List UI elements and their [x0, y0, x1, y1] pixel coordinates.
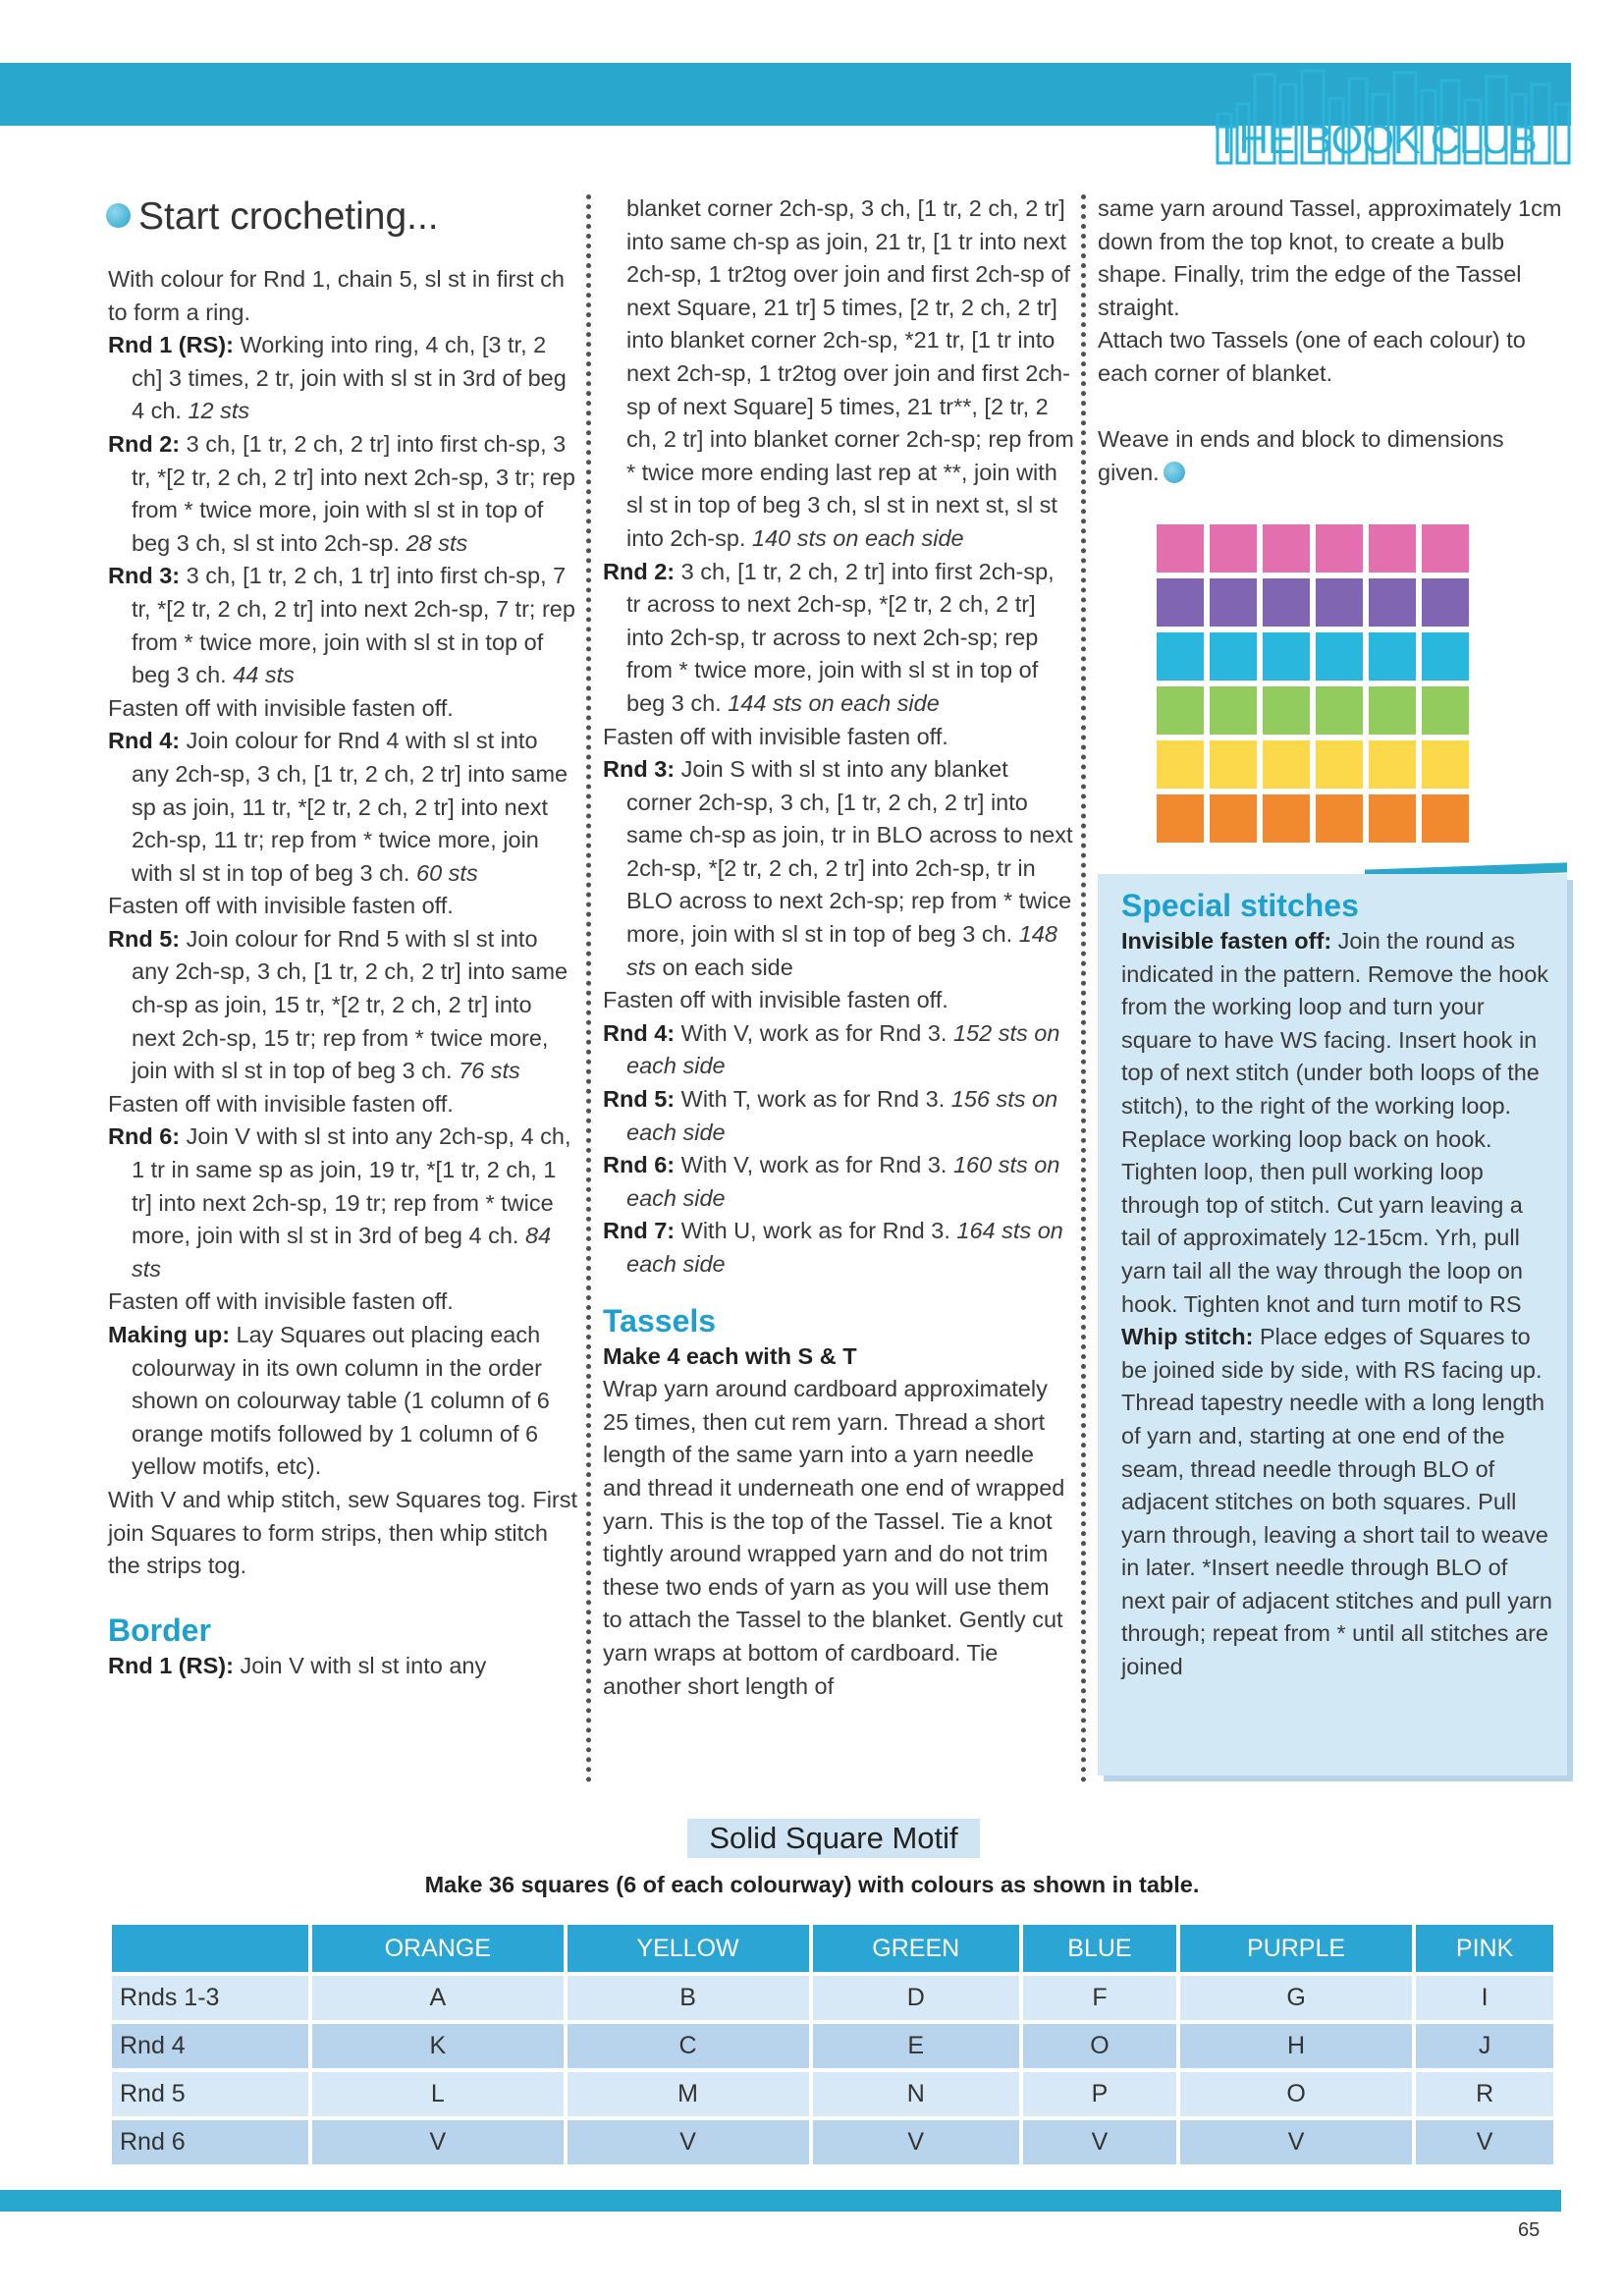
- swatch-square: [1316, 578, 1363, 627]
- whip-stitch: Whip stitch: Place edges of Squares to be joined side by side, with RS facing up. Thread tapestry needle with a long length of yarn and, starting at one end of the seam, thread needle through BLO of adjacent stitches on both squares. Pull yarn through, leaving a short tail to weave in later. *Insert needle through BLO of next pair of adjacent stitches and pull yarn through; repeat from * until all stitches are joined: [1121, 1324, 1552, 1680]
- colourway-table: [108, 1921, 1557, 2168]
- fasten-off: Fasten off with invisible fasten off.: [603, 723, 948, 749]
- border-rnd-3: Rnd 3: Join S with sl st into any blanket corner 2ch-sp, 3 ch, [1 tr, 2 ch, 2 tr] into same ch-sp as join, tr in BLO across to next 2ch-sp, *[2 tr, 2 ch, 2 tr] into 2ch-sp, tr in BLO across to next 2ch-sp; rep from * twice more, join with sl st in top of beg 3 ch. 148 sts on each side: [603, 756, 1073, 980]
- border-rnd-1-start: Rnd 1 (RS): Join V with sl st into any: [108, 1652, 487, 1678]
- swatch-square: [1157, 686, 1204, 735]
- swatch-row: [1157, 686, 1477, 735]
- swatch-square: [1157, 740, 1204, 789]
- swatch-row: [1157, 524, 1477, 573]
- swatch-square: [1210, 632, 1257, 681]
- fasten-off: Fasten off with invisible fasten off.: [108, 1288, 454, 1315]
- swatch-square: [1422, 794, 1469, 843]
- invisible-fasten-off: Invisible fasten off: Join the round as indicated in the pattern. Remove the hook from the working loop and turn your square to have WS facing. Insert hook in top of next stitch (under both loops of the stitch), to the right of the working loop. Replace working loop back on hook. Tighten loop, then pull working loop through top of stitch. Cut yarn leaving a tail of approximately 12-15cm. Yrh, pull yarn tail all the way through the loop on hook. Tighten knot and turn motif to RS: [1121, 928, 1549, 1317]
- blanket-swatch: [1157, 524, 1477, 847]
- swatch-square: [1157, 578, 1204, 627]
- swatch-square: [1422, 524, 1469, 573]
- swatch-square: [1263, 686, 1310, 735]
- column-tassels: [1098, 192, 1569, 489]
- border-rnd-1-cont: blanket corner 2ch-sp, 3 ch, [1 tr, 2 ch, 2 tr] into same ch-sp as join, 21 tr, [1 tr into next 2ch-sp, 1 tr2tog over join and first 2ch-sp of next Square, 21 tr] 5 times, [2 tr, 2 ch, 2 tr] into blanket corner 2ch-sp, *21 tr, [1 tr into next 2ch-sp, 1 tr2tog over join and first 2ch-sp of next Square] 5 times, 21 tr**, [2 tr, 2 ch, 2 tr] into blanket corner 2ch-sp; rep from * twice more ending last rep at **, join with sl st in top of beg 3 ch, sl st in next st, sl st into 2ch-sp. 140 sts on each side: [626, 195, 1074, 551]
- col-header: BLUE: [1023, 1925, 1176, 1972]
- swatch-square: [1210, 794, 1257, 843]
- tassels-attach: Attach two Tassels (one of each colour) to each corner of blanket.: [1098, 327, 1526, 386]
- swatch-square: [1316, 632, 1363, 681]
- fasten-off: Fasten off with invisible fasten off.: [108, 694, 454, 721]
- column-divider: [1081, 194, 1086, 1783]
- swatch-square: [1316, 686, 1363, 735]
- col-header: GREEN: [813, 1925, 1020, 1972]
- table-row: Rnd 5 L M N P O R: [112, 2072, 1553, 2116]
- col-header: PINK: [1416, 1925, 1553, 1972]
- intro: With colour for Rnd 1, chain 5, sl st in first ch to form a ring.: [108, 266, 565, 325]
- swatch-square: [1422, 740, 1469, 789]
- swatch-square: [1369, 794, 1416, 843]
- swatch-square: [1369, 632, 1416, 681]
- swatch-square: [1316, 740, 1363, 789]
- column-divider: [586, 194, 591, 1783]
- swatch-square: [1422, 632, 1469, 681]
- motif-label: Solid Square Motif: [687, 1819, 980, 1858]
- special-stitches-box: [1098, 874, 1567, 1776]
- swatch-square: [1369, 578, 1416, 627]
- border-rnd-2: Rnd 2: 3 ch, [1 tr, 2 ch, 2 tr] into first 2ch-sp, tr across to next 2ch-sp, *[2 tr, 2 ch, 2 tr] into 2ch-sp, tr across to next 2ch-sp; rep from * twice more, join with sl st in top of beg 3 ch. 144 sts on each side: [603, 558, 1055, 716]
- special-heading: Special stitches: [1121, 888, 1359, 923]
- page-number: 65: [1518, 2219, 1541, 2241]
- weave-ends: Weave in ends and block to dimensions given.: [1098, 426, 1504, 485]
- swatch-square: [1157, 632, 1204, 681]
- swatch-square: [1369, 524, 1416, 573]
- table-row: Rnd 4 K C E O H J: [112, 2024, 1553, 2068]
- swatch-square: [1263, 524, 1310, 573]
- tassels-body-end: same yarn around Tassel, approximately 1cm down from the top knot, to create a bulb shape. Finally, trim the edge of the Tassel straight.: [1098, 195, 1562, 320]
- making-up: Making up: Lay Squares out placing each colourway in its own column in the order shown on colourway table (1 column of 6 orange motifs followed by 1 column of 6 yellow motifs, etc).: [108, 1322, 550, 1480]
- swatch-square: [1316, 794, 1363, 843]
- swatch-square: [1210, 686, 1257, 735]
- rnd-2: Rnd 2: 3 ch, [1 tr, 2 ch, 2 tr] into first ch-sp, 3 tr, *[2 tr, 2 ch, 2 tr] into next 2ch-sp, 3 tr; rep from * twice more, join with sl st in top of beg 3 ch, sl st into 2ch-sp. 28 sts: [108, 430, 575, 556]
- swatch-square: [1210, 578, 1257, 627]
- swatch-square: [1369, 740, 1416, 789]
- col-header: YELLOW: [568, 1925, 809, 1972]
- swatch-square: [1157, 794, 1204, 843]
- rnd-3: Rnd 3: 3 ch, [1 tr, 2 ch, 1 tr] into first ch-sp, 7 tr, *[2 tr, 2 ch, 2 tr] into next 2ch-sp, 7 tr; rep from * twice more, join with sl st in top of beg 3 ch. 44 sts: [108, 563, 575, 688]
- swatch-square: [1210, 524, 1257, 573]
- swatch-square: [1263, 740, 1310, 789]
- rnd-6: Rnd 6: Join V with sl st into any 2ch-sp, 4 ch, 1 tr in same sp as join, 19 tr, *[1 tr, 2 ch, 1 tr] into next 2ch-sp, 19 tr; rep from * twice more, join with sl st in 3rd of beg 4 ch. 84 sts: [108, 1123, 571, 1282]
- fasten-off: Fasten off with invisible fasten off.: [108, 893, 454, 919]
- swatch-row: [1157, 740, 1477, 789]
- tassels-body-start: Wrap yarn around cardboard approximately 25 times, then cut rem yarn. Thread a short length of the same yarn into a yarn needle and thread it underneath one end of wrapped yarn. This is the top of the Tassel. Tie a knot tightly around wrapped yarn and do not trim these two ends of yarn as you will use them to attach the Tassel to the blanket. Gently cut yarn wraps at bottom of cardboard. Tie another short length of: [603, 1376, 1065, 1699]
- rnd-5: Rnd 5: Join colour for Rnd 5 with sl st into any 2ch-sp, 3 ch, [1 tr, 2 ch, 2 tr] into same ch-sp as join, 15 tr, *[2 tr, 2 ch, 2 tr] into next 2ch-sp, 15 tr; rep from * twice more, join with sl st in top of beg 3 ch. 76 sts: [108, 925, 568, 1084]
- swatch-square: [1157, 524, 1204, 573]
- swatch-row: [1157, 632, 1477, 681]
- swatch-square: [1263, 794, 1310, 843]
- border-rnd-7: Rnd 7: With U, work as for Rnd 3. 164 sts on each side: [603, 1218, 1063, 1277]
- rnd-1: Rnd 1 (RS): Working into ring, 4 ch, [3 tr, 2 ch] 3 times, 2 tr, join with sl st in 3rd of beg 4 ch. 12 sts: [108, 332, 567, 424]
- swatch-square: [1369, 686, 1416, 735]
- swatch-square: [1422, 686, 1469, 735]
- swatch-square: [1263, 578, 1310, 627]
- yarn-ball-icon: [1164, 462, 1185, 483]
- border-rnd-5: Rnd 5: With T, work as for Rnd 3. 156 sts on each side: [603, 1086, 1058, 1145]
- border-rnd-6: Rnd 6: With V, work as for Rnd 3. 160 sts on each side: [603, 1152, 1060, 1211]
- brand-title: THE BOOK CLUB: [1215, 116, 1537, 162]
- table-row: Rnds 1-3 A B D F G I: [112, 1976, 1553, 2020]
- swatch-square: [1263, 632, 1310, 681]
- tassels-make: Make 4 each with S & T: [603, 1342, 857, 1369]
- fasten-off: Fasten off with invisible fasten off.: [108, 1090, 454, 1117]
- swatch-square: [1210, 740, 1257, 789]
- col-header: ORANGE: [312, 1925, 564, 1972]
- col-header: PURPLE: [1180, 1925, 1412, 1972]
- swatch-square: [1316, 524, 1363, 573]
- table-row: Rnd 6 V V V V V V: [112, 2120, 1553, 2164]
- rnd-4: Rnd 4: Join colour for Rnd 4 with sl st into any 2ch-sp, 3 ch, [1 tr, 2 ch, 2 tr] into same sp as join, 11 tr, *[2 tr, 2 ch, 2 tr] into next 2ch-sp, 11 tr; rep from * twice more, join with sl st in top of beg 3 ch. 60 sts: [108, 728, 568, 886]
- table-corner: [112, 1925, 308, 1972]
- yarn-ball-icon: [106, 203, 131, 228]
- swatch-square: [1422, 578, 1469, 627]
- fasten-off: Fasten off with invisible fasten off.: [603, 987, 948, 1013]
- column-start: [108, 192, 579, 1682]
- bottom-banner-bar: [0, 2190, 1561, 2212]
- swatch-row: [1157, 794, 1477, 843]
- sew-squares: With V and whip stitch, sew Squares tog. First join Squares to form strips, then whip stitch the strips tog.: [108, 1486, 578, 1579]
- start-heading: Start crocheting...: [106, 192, 577, 242]
- border-heading: Border: [108, 1612, 211, 1648]
- swatch-row: [1157, 578, 1477, 627]
- tassels-heading: Tassels: [603, 1302, 717, 1339]
- column-border: [603, 192, 1074, 1703]
- border-rnd-4: Rnd 4: With V, work as for Rnd 3. 152 sts on each side: [603, 1019, 1060, 1079]
- motif-subtitle: Make 36 squares (6 of each colourway) with colours as shown in table.: [424, 1872, 1200, 1897]
